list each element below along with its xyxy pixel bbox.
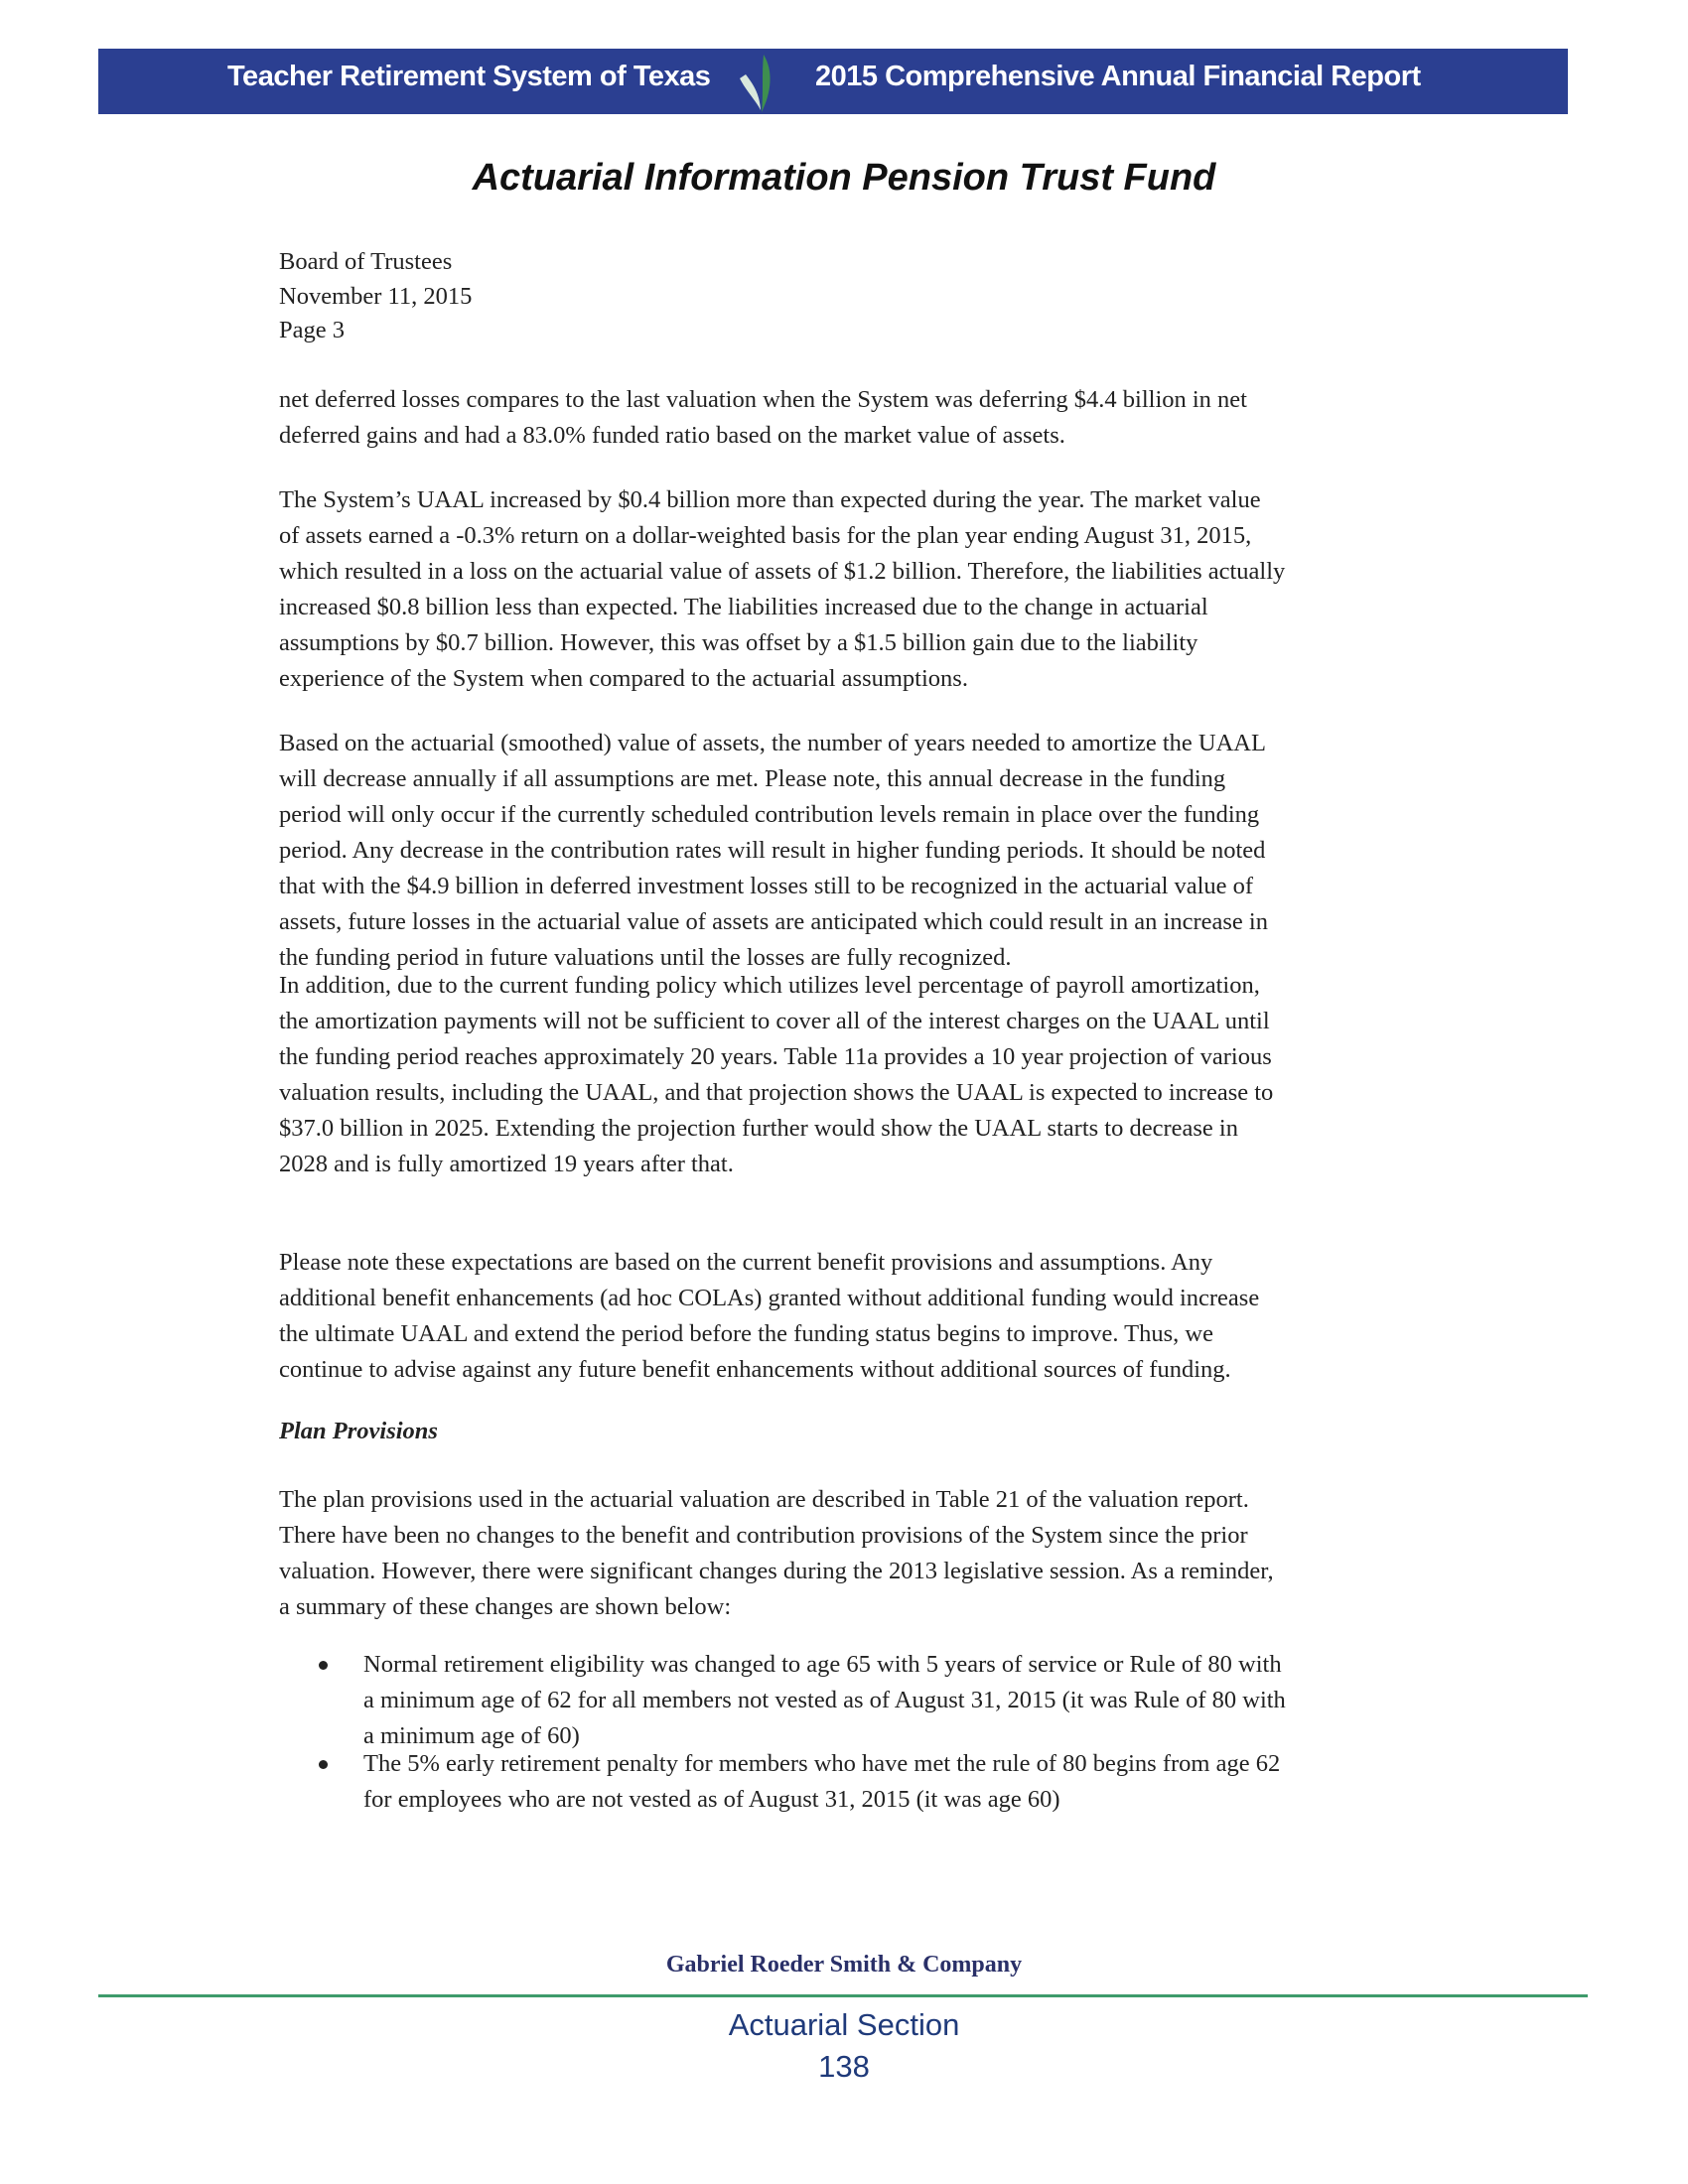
address-line: Board of Trustees xyxy=(279,248,453,275)
header-organization: Teacher Retirement System of Texas xyxy=(227,61,711,92)
bullet-item xyxy=(363,1647,1286,1754)
paragraph-line: assumptions by $0.7 billion. However, this was offset by a $1.5 billion gain due to the liability xyxy=(279,629,1198,656)
header-report-title: 2015 Comprehensive Annual Financial Report xyxy=(815,61,1421,92)
address-date: November 11, 2015 xyxy=(279,282,473,310)
paragraph-line: assets, future losses in the actuarial value of assets are anticipated which could result in an increase in xyxy=(279,908,1268,935)
paragraph xyxy=(279,482,1285,697)
paragraph-line: period will only occur if the currently scheduled contribution levels remain in place over the funding xyxy=(279,801,1260,828)
paragraph-line: The System’s UAAL increased by $0.4 billion more than expected during the year. The market value xyxy=(279,486,1261,513)
bullet-icon xyxy=(319,1661,328,1670)
paragraph-line: increased $0.8 billion less than expected. The liabilities increased due to the change in actuarial xyxy=(279,594,1208,620)
paragraph-line: net deferred losses compares to the last valuation when the System was deferring $4.4 billion in net xyxy=(279,386,1247,413)
bullet-line: The 5% early retirement penalty for members who have met the rule of 80 begins from age 62 xyxy=(363,1750,1281,1777)
address-page: Page 3 xyxy=(279,317,345,343)
page-title: Actuarial Information Pension Trust Fund xyxy=(472,157,1216,199)
paragraph-line: valuation. However, there were significant changes during the 2013 legislative session. As a reminder, xyxy=(279,1558,1274,1584)
paragraph-line: The plan provisions used in the actuarial valuation are described in Table 21 of the valuation report. xyxy=(279,1486,1249,1513)
paragraph xyxy=(279,1482,1274,1625)
paragraph-line: valuation results, including the UAAL, and that projection shows the UAAL is expected to increase to xyxy=(279,1079,1274,1106)
bullet-line: Normal retirement eligibility was changed to age 65 with 5 years of service or Rule of 80 with xyxy=(363,1651,1282,1678)
leaf-logo-icon xyxy=(734,53,783,114)
bullet-icon xyxy=(319,1760,328,1769)
paragraph xyxy=(279,382,1247,454)
paragraph-line: 2028 and is fully amortized 19 years after that. xyxy=(279,1151,734,1177)
page-number: 138 xyxy=(818,2049,870,2084)
paragraph-line: continue to advise against any future benefit enhancements without additional sources of funding. xyxy=(279,1356,1231,1383)
letter-address xyxy=(279,245,472,348)
footer-divider xyxy=(98,1994,1588,1997)
paragraph-line: the funding period reaches approximately 20 years. Table 11a provides a 10 year projection of various xyxy=(279,1043,1272,1070)
paragraph-line: the ultimate UAAL and extend the period before the funding status begins to improve. Thus, we xyxy=(279,1320,1213,1347)
paragraph-line: additional benefit enhancements (ad hoc COLAs) granted without additional funding would increase xyxy=(279,1285,1260,1311)
paragraph-line: In addition, due to the current funding policy which utilizes level percentage of payroll amortization, xyxy=(279,972,1260,999)
paragraph-line: a summary of these changes are shown below: xyxy=(279,1593,732,1620)
section-heading-plan-provisions: Plan Provisions xyxy=(279,1418,438,1444)
paragraph-line: which resulted in a loss on the actuarial value of assets of $1.2 billion. Therefore, the liabilities actually xyxy=(279,558,1286,585)
paragraph-line: Based on the actuarial (smoothed) value of assets, the number of years needed to amortize the UAAL xyxy=(279,730,1266,756)
paragraph-line: There have been no changes to the benefit and contribution provisions of the System since the prior xyxy=(279,1522,1248,1549)
paragraph-line: $37.0 billion in 2025. Extending the projection further would show the UAAL starts to decrease in xyxy=(279,1115,1238,1142)
paragraph xyxy=(279,1245,1259,1388)
company-signature-logo: Gabriel Roeder Smith & Company xyxy=(665,1952,1023,1978)
bullet-line: for employees who are not vested as of August 31, 2015 (it was age 60) xyxy=(363,1786,1060,1813)
header-banner xyxy=(98,49,1568,114)
bullet-line: a minimum age of 62 for all members not vested as of August 31, 2015 (it was Rule of 80 with xyxy=(363,1687,1286,1713)
paragraph-line: experience of the System when compared to the actuarial assumptions. xyxy=(279,665,968,692)
paragraph-line: the amortization payments will not be sufficient to cover all of the interest charges on the UAAL until xyxy=(279,1008,1270,1034)
paragraph-line: that with the $4.9 billion in deferred investment losses still to be recognized in the actuarial value of xyxy=(279,873,1254,899)
paragraph xyxy=(279,726,1268,976)
paragraph-line: deferred gains and had a 83.0% funded ratio based on the market value of assets. xyxy=(279,422,1065,449)
paragraph xyxy=(279,968,1273,1182)
paragraph-line: of assets earned a -0.3% return on a dollar-weighted basis for the plan year ending August 31, 2015, xyxy=(279,522,1252,549)
paragraph-line: the funding period in future valuations until the losses are fully recognized. xyxy=(279,944,1012,971)
paragraph-line: Please note these expectations are based on the current benefit provisions and assumptions. Any xyxy=(279,1249,1213,1276)
bullet-line: a minimum age of 60) xyxy=(363,1722,580,1749)
paragraph-line: will decrease annually if all assumptions are met. Please note, this annual decrease in the funding xyxy=(279,765,1226,792)
paragraph-line: period. Any decrease in the contribution rates will result in higher funding periods. It should be noted xyxy=(279,837,1266,864)
footer-section-name: Actuarial Section xyxy=(728,2007,960,2042)
bullet-item xyxy=(363,1746,1280,1818)
